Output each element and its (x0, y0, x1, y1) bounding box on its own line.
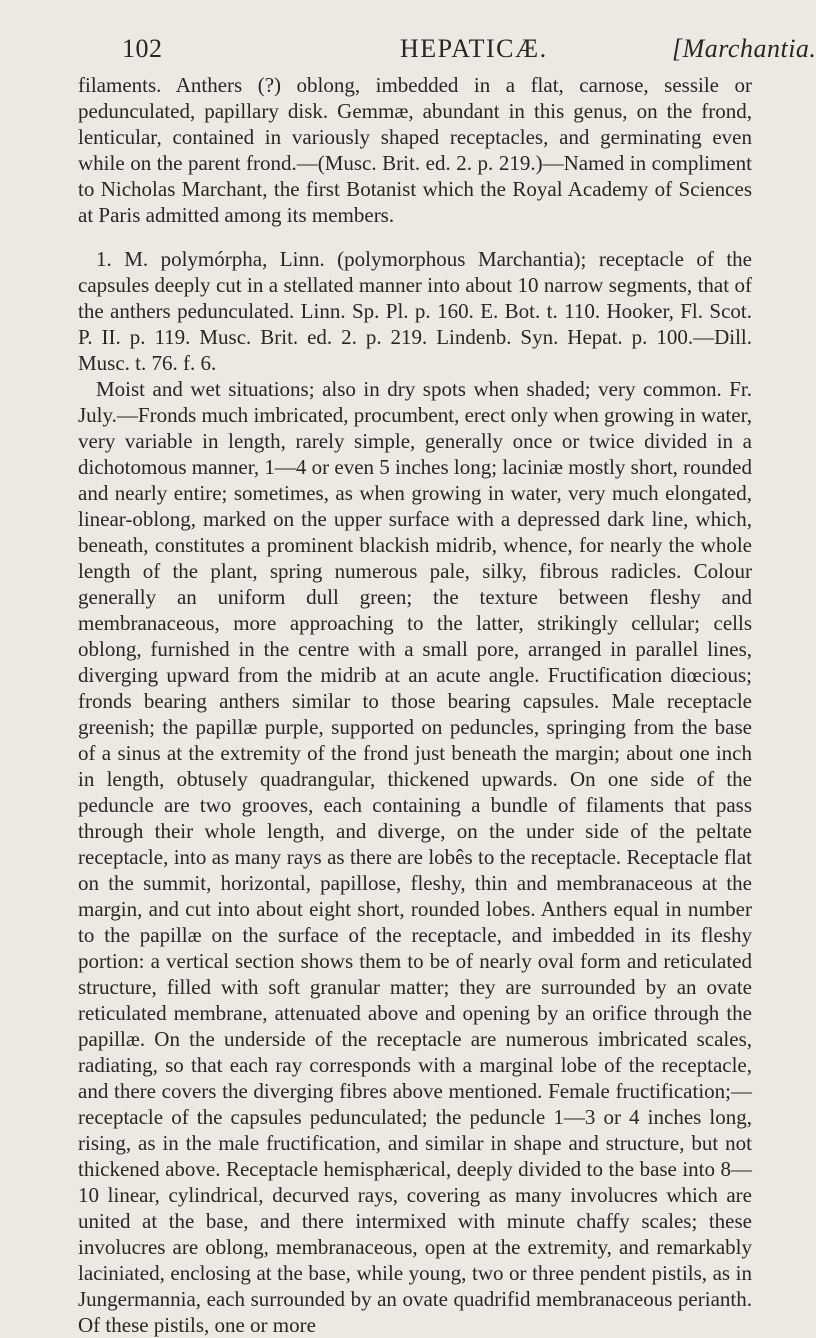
running-title: HEPATICÆ. (400, 34, 548, 63)
paragraph-species-entry: 1. M. polymórpha, Linn. (polymorphous Marchantia); receptacle of the capsules deeply cut in a stellated manner into about 10 narrow segments, that of the anthers pedunculated. Linn. Sp. Pl. p. 160. E. Bot. t. 110. Hooker, Fl. Scot. P. II. p. 119. Musc. Brit. ed. 2. p. 219. Lindenb. Syn. Hepat. p. 100.—Dill. Musc. t. 76. f. 6. (78, 247, 752, 375)
paragraph-genus-notes: filaments. Anthers (?) oblong, imbedded in a flat, carnose, sessile or pedunculated, papillary disk. Gemmæ, abundant in this genus, on the frond, lenticular, contained in variously shaped receptacles, and germinating even while on the parent frond.—(Musc. Brit. ed. 2. p. 219.)—Named in compliment to Nicholas Marchant, the first Botanist which the Royal Academy of Sciences at Paris admitted among its members. (78, 73, 752, 227)
running-section-text: [Marchantia. (672, 34, 816, 63)
paragraph-description: Moist and wet situations; also in dry spots when shaded; very common. Fr. July.—Fronds much imbricated, procumbent, erect only when growing in water, very variable in length, rarely simple, generally once or twice divided in a dichotomous manner, 1—4 or even 5 inches long; laciniæ mostly short, rounded and nearly entire; sometimes, as when growing in water, very much elongated, linear-oblong, marked on the upper surface with a depressed dark line, which, beneath, constitutes a prominent blackish midrib, whence, for nearly the whole length of the plant, spring numerous pale, silky, fibrous radicles. Colour generally an uniform dull green; the texture between fleshy and membranaceous, more approaching to the latter, strikingly cellular; cells oblong, furnished in the centre with a small pore, arranged in parallel lines, diverging upward from the midrib at an acute angle. Fructification diœcious; fronds bearing anthers similar to those bearing capsules. Male receptacle greenish; the papillæ purple, supported on peduncles, springing from the base of a sinus at the extremity of the frond just beneath the margin; about one inch in length, obtusely quadrangular, thickened upwards. On one side of the peduncle are two grooves, each containing a bundle of filaments that pass through their whole length, and diverge, on the under side of the peltate receptacle, into as many rays as there are lobês to the receptacle. Receptacle flat on the summit, horizontal, papillose, fleshy, thin and membranaceous at the margin, and cut into about eight short, rounded lobes. Anthers equal in number to the papillæ on the surface of the receptacle, and imbedded in its fleshy portion: a vertical section shows them to be of nearly oval form and reticulated structure, filled with soft granular matter; they are surrounded by an ovate reticulated membrane, attenuated above and opening by an orifice through the papillæ. On the underside of the receptacle are numerous imbricated scales, radiating, so that each ray corresponds with a marginal lobe of the receptacle, and there covers the diverging fibres above mentioned. Female fructification;—receptacle of the capsules pedunculated; the peduncle 1—3 or 4 inches long, rising, as in the male fructification, and similar in shape and structure, but not thickened above. Receptacle hemisphærical, deeply divided to the base into 8—10 linear, cylindrical, decurved rays, covering as many involucres which are united at the base, and there intermixed with minute chaffy scales; these involucres are oblong, membranaceous, open at the extremity, and remarkably laciniated, enclosing at the base, while young, two or three pendent pistils, as in Jungermannia, each surrounded by an ovate quadrifid membranaceous perianth. Of these pistils, one or more (78, 377, 752, 1337)
running-section (672, 34, 816, 64)
body-text (78, 72, 752, 1338)
page-number: 102 (122, 34, 163, 63)
running-header (78, 10, 816, 72)
